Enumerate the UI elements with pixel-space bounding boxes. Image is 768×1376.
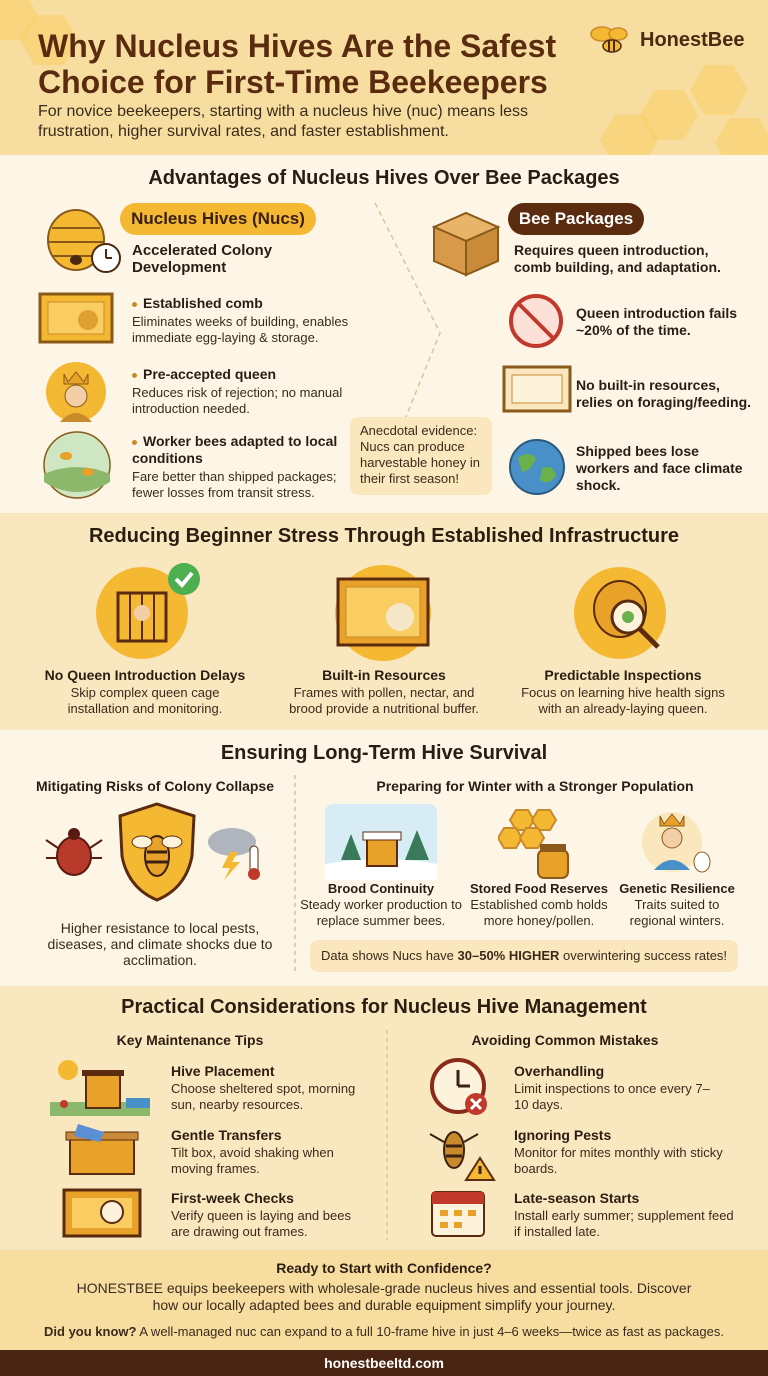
honeycomb-decoration [715, 118, 768, 155]
header [0, 0, 768, 155]
package-box-icon [428, 207, 504, 279]
winter-item-desc: Steady worker production to replace summer bees. [300, 897, 462, 928]
nucs-headline: Accelerated Colony Development [132, 242, 273, 276]
clock-x-icon [428, 1056, 492, 1118]
mistake-desc: Install early summer; supplement feed if installed late. [514, 1208, 734, 1239]
divider [290, 775, 300, 975]
section-title: Ensuring Long-Term Hive Survival [220, 742, 548, 764]
stress-item-desc: Frames with pollen, nectar, and brood provide a nutritional buffer. [289, 685, 479, 716]
magnifier-hive-icon [568, 557, 678, 667]
beehive-icon [40, 200, 126, 276]
bee-logo-icon [588, 24, 634, 56]
brand-logo[interactable] [588, 24, 744, 56]
divider [382, 1030, 392, 1240]
tip-desc: Tilt box, avoid shaking when moving frames. [171, 1145, 334, 1176]
pest-warning-icon [428, 1122, 496, 1182]
colony-collapse-desc: Higher resistance to local pests, diseases, and climate shocks due to acclimation. [47, 920, 273, 968]
queen-cage-icon [92, 557, 202, 667]
nuc-item-desc: Fare better than shipped packages; fewer losses from transit stress. [132, 469, 337, 500]
practical-section [0, 986, 768, 1250]
page-title: Why Nucleus Hives Are the Safest Choice for First-Time Beekeepers [38, 28, 557, 100]
mistake-title: Ignoring Pests [514, 1127, 612, 1143]
footer [0, 1350, 768, 1376]
winter-item-title: Brood Continuity [327, 881, 435, 896]
stress-item-desc: Focus on learning hive health signs with an already-laying queen. [521, 685, 725, 716]
mistake-desc: Limit inspections to once every 7–10 days. [514, 1081, 710, 1112]
brand-name: HonestBee [640, 28, 745, 51]
overwintering-banner: Data shows Nucs have 30–50% HIGHER overwintering success rates! [310, 940, 738, 972]
hive-placement-icon [50, 1054, 150, 1116]
advantages-section [0, 155, 768, 513]
nuc-item-title: Pre-accepted queen [132, 366, 362, 383]
page-subtitle: For novice beekeepers, starting with a nucleus hive (nuc) means less frustration, higher survival rates, and faster establishment. [38, 103, 529, 140]
anecdotal-note: Anecdotal evidence: Nucs can produce harvestable honey in their first season! [350, 417, 492, 495]
globe-icon [508, 438, 566, 496]
mistake-title: Late-season Starts [514, 1190, 640, 1206]
packages-headline: Requires queen introduction, comb building, and adaptation. [514, 242, 721, 275]
tip-title: Hive Placement [171, 1063, 275, 1079]
subsection-title: Preparing for Winter with a Stronger Population [376, 778, 694, 794]
winter-item-desc: Established comb holds more honey/pollen. [470, 897, 608, 928]
packages-label: Bee Packages [508, 203, 644, 235]
honeycomb-frame-icon [330, 557, 436, 663]
tip-desc: Verify queen is laying and bees are drawing out frames. [171, 1208, 351, 1239]
empty-frame-icon [502, 365, 572, 413]
cta-title: Ready to Start with Confidence? [276, 1260, 492, 1276]
section-title: Reducing Beginner Stress Through Established Infrastructure [88, 525, 680, 547]
cta-body: HONESTBEE equips beekeepers with wholesale-grade nucleus hives and essential tools. Discover how our locally adapted bees and durable equipment simplify your journey. [76, 1280, 692, 1313]
shield-bee-icon [114, 800, 200, 904]
package-item: Queen introduction fails ~20% of the time. [576, 305, 738, 338]
nuc-item-desc: Eliminates weeks of building, enables immediate egg-laying & storage. [132, 314, 349, 345]
tip-title: Gentle Transfers [171, 1127, 282, 1143]
package-item: Shipped bees lose workers and face climate shock. [576, 443, 743, 493]
cta-section [0, 1250, 768, 1350]
subsection-title: Mitigating Risks of Colony Collapse [35, 778, 275, 794]
queen-bee-icon [44, 360, 108, 422]
winter-item-title: Genetic Resilience [619, 881, 735, 896]
section-title: Advantages of Nucleus Hives Over Bee Packages [148, 167, 620, 189]
stress-item-title: No Queen Introduction Delays [44, 667, 246, 683]
winter-hive-icon [325, 804, 437, 880]
survival-section [0, 730, 768, 986]
package-item: No built-in resources, relies on foraging/feeding. [576, 377, 752, 410]
section-title: Practical Considerations for Nucleus Hive Management [121, 996, 647, 1018]
nuc-item-title: Established comb [132, 295, 362, 312]
calendar-icon [430, 1186, 486, 1238]
stress-item-desc: Skip complex queen cage installation and monitoring. [67, 685, 223, 716]
storm-thermometer-icon [204, 822, 270, 884]
winter-item-desc: Traits suited to regional winters. [629, 897, 725, 928]
nucs-label: Nucleus Hives (Nucs) [120, 203, 316, 235]
stress-item-title: Built-in Resources [322, 667, 446, 683]
subsection-title: Key Maintenance Tips [116, 1032, 264, 1048]
no-queen-icon [508, 293, 564, 349]
winter-item-title: Stored Food Reserves [470, 881, 608, 896]
mistake-title: Overhandling [514, 1063, 605, 1079]
honeycomb-frame-icon [38, 290, 118, 346]
nuc-item-desc: Reduces risk of rejection; no manual introduction needed. [132, 385, 343, 416]
nuc-item-title: Worker bees adapted to local conditions [132, 433, 338, 466]
footer-url[interactable]: honestbeeltd.com [324, 1355, 444, 1371]
frame-check-icon [62, 1188, 142, 1238]
gentle-transfer-icon [64, 1122, 140, 1178]
did-you-know: Did you know? A well-managed nuc can expand to a full 10-frame hive in just 4–6 weeks—twice as fast as packages. [44, 1324, 724, 1339]
landscape-bees-icon [42, 430, 112, 500]
stress-section [0, 513, 768, 730]
queen-egg-icon [640, 806, 714, 878]
honeycomb-decoration [690, 65, 748, 115]
tip-title: First-week Checks [171, 1190, 294, 1206]
tip-desc: Choose sheltered spot, morning sun, nearby resources. [171, 1081, 356, 1112]
subsection-title: Avoiding Common Mistakes [471, 1032, 659, 1048]
stress-item-title: Predictable Inspections [544, 667, 702, 683]
mite-icon [44, 822, 104, 882]
mistake-desc: Monitor for mites monthly with sticky boards. [514, 1145, 723, 1176]
honey-jar-icon [498, 806, 574, 880]
